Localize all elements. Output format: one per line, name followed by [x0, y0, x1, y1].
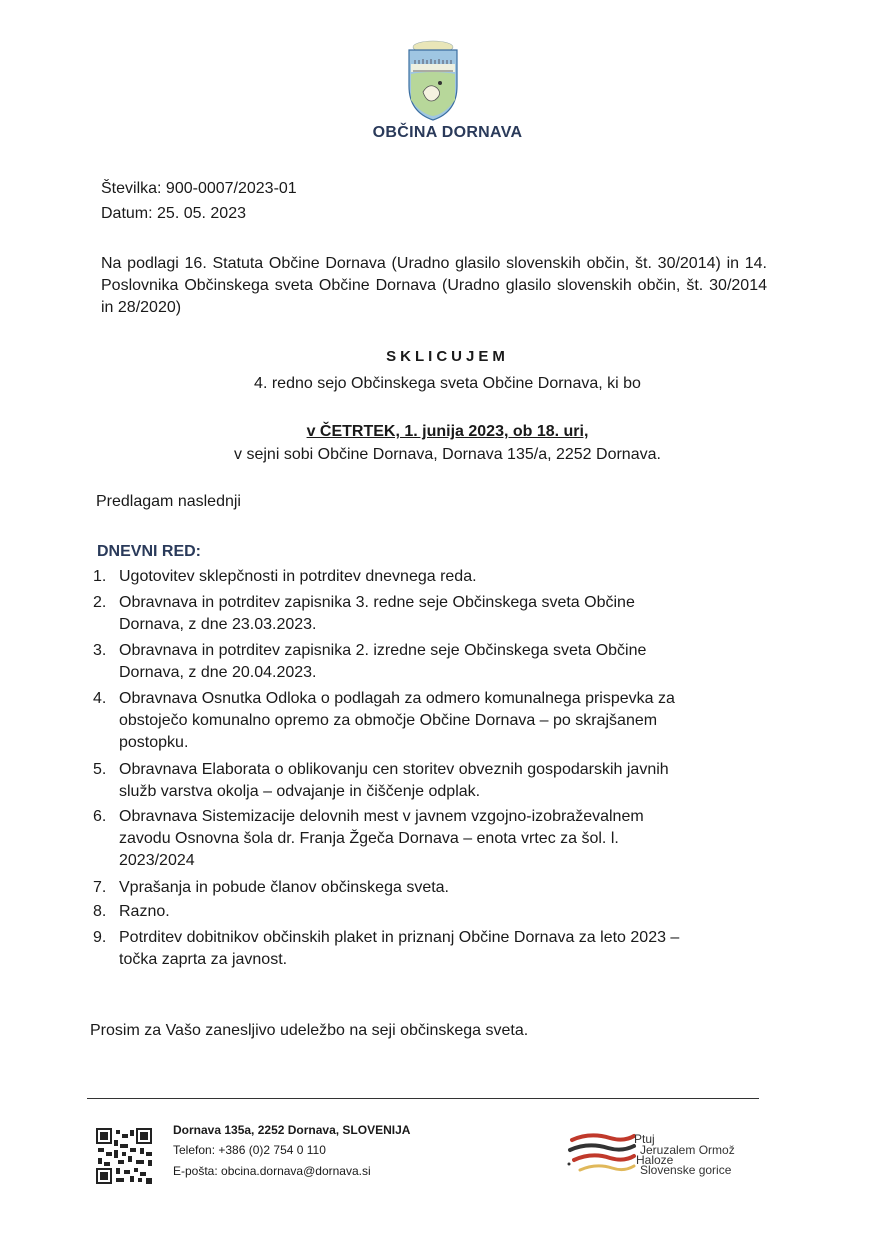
agenda-item — [93, 927, 763, 971]
agenda-item-number: 7. — [93, 879, 107, 896]
agenda-item-number: 1. — [93, 568, 107, 585]
agenda-item-text: Vprašanja in pobude članov občinskega sveta. — [119, 879, 449, 896]
agenda-item-text: Dornava, z dne 20.04.2023. — [119, 664, 317, 681]
agenda-item — [93, 759, 763, 803]
agenda-item-number: 9. — [93, 929, 107, 946]
agenda-item-number: 5. — [93, 761, 107, 778]
footer-divider — [87, 1098, 759, 1099]
agenda-item-text: Obravnava Elaborata o oblikovanju cen storitev obveznih gospodarskih javnih — [119, 761, 669, 778]
footer-address: Dornava 135a, 2252 Dornava, SLOVENIJA — [173, 1123, 411, 1137]
agenda-item-number: 6. — [93, 808, 107, 825]
footer-email[interactable]: E-pošta: obcina.dornava@dornava.si — [173, 1164, 371, 1178]
session-datetime: v ČETRTEK, 1. junija 2023, ob 18. uri, — [306, 423, 589, 440]
summons-heading: SKLICUJEM — [386, 348, 509, 365]
agenda-item — [93, 688, 763, 754]
agenda-item-text: Obravnava in potrditev zapisnika 2. izredne seje Občinskega sveta Občine — [119, 642, 647, 659]
session-location: v sejni sobi Občine Dornava, Dornava 135/a, 2252 Dornava. — [234, 446, 661, 463]
agenda-item-number: 8. — [93, 903, 107, 920]
agenda-item-text: obstoječo komunalno opremo za območje Občine Dornava – po skrajšanem — [119, 712, 658, 729]
agenda-item-number: 3. — [93, 642, 107, 659]
agenda-item-text: zavodu Osnovna šola dr. Franja Žgeča Dornava – enota vrtec za šol. l. — [119, 830, 619, 847]
proposal-line: Predlagam naslednji — [96, 493, 241, 510]
organization-name: OBČINA DORNAVA — [372, 124, 523, 141]
legal-basis-paragraph: Na podlagi 16. Statuta Občine Dornava (Uradno glasilo slovenskih občin, št. 30/2014) in 14. Poslovnika Občinskega sveta Občine Dornava (Uradno glasilo slovenskih občin, št. 30/2014 in 28/2020) — [101, 255, 767, 316]
agenda-item-text: 2023/2024 — [119, 852, 195, 869]
document-number: Številka: 900-0007/2023-01 — [101, 180, 297, 197]
brand-line-ptuj: Ptuj — [634, 1132, 655, 1146]
agenda-item — [93, 806, 763, 872]
agenda-item — [93, 592, 763, 636]
agenda-item-text: postopku. — [119, 734, 189, 751]
agenda-title: DNEVNI RED: — [97, 543, 202, 560]
agenda-item-text: Potrditev dobitnikov občinskih plaket in priznanj Občine Dornava za leto 2023 – — [119, 929, 680, 946]
agenda-item-text: služb varstva okolja – odvajanje in čiščenje odplak. — [119, 783, 481, 800]
agenda-item — [93, 566, 763, 588]
brand-line-slovenske: Slovenske gorice — [640, 1163, 732, 1177]
agenda-item-text: točka zaprta za javnost. — [119, 951, 288, 968]
agenda-item — [93, 640, 763, 684]
agenda-item-text: Ugotovitev sklepčnosti in potrditev dnevnega reda. — [119, 568, 477, 585]
agenda-item-text: Obravnava in potrditev zapisnika 3. redne seje Občinskega sveta Občine — [119, 594, 635, 611]
footer-phone: Telefon: +386 (0)2 754 0 110 — [173, 1143, 326, 1157]
agenda-item — [93, 877, 763, 899]
agenda-item-number: 2. — [93, 594, 107, 611]
agenda-item-text: Razno. — [119, 903, 170, 920]
agenda-item-text: Dornava, z dne 23.03.2023. — [119, 616, 317, 633]
agenda-item-text: Obravnava Osnutka Odloka o podlagah za odmero komunalnega prispevka za — [119, 690, 675, 707]
document-date: Datum: 25. 05. 2023 — [101, 205, 246, 222]
agenda-item-number: 4. — [93, 690, 107, 707]
brand-line-jeruzalem: Jeruzalem Ormož — [640, 1143, 735, 1157]
coat-of-arms-logo — [405, 40, 461, 122]
agenda-item — [93, 901, 763, 923]
summons-subline: 4. redno sejo Občinskega sveta Občine Dornava, ki bo — [254, 375, 641, 392]
agenda-item-text: Obravnava Sistemizacije delovnih mest v javnem vzgojno-izobraževalnem — [119, 808, 644, 825]
qr-code-icon — [96, 1128, 152, 1184]
closing-sentence: Prosim za Vašo zanesljivo udeležbo na seji občinskega sveta. — [90, 1022, 529, 1039]
brand-line-haloze: Haloze — [636, 1153, 674, 1167]
